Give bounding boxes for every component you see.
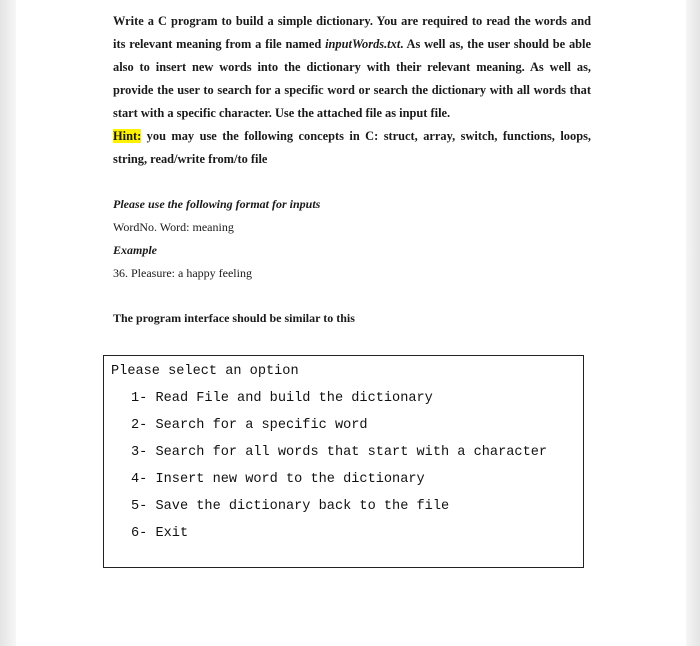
problem-statement [113, 10, 591, 125]
menu-option-read-file: 1- Read File and build the dictionary [131, 391, 433, 406]
example-value: 36. Pleasure: a happy feeling [113, 266, 252, 280]
hint-text: you may use the following concepts in C: struct, array, switch, functions, loops, string, read/write from/to file [113, 129, 591, 166]
input-filename: inputWords.txt [325, 37, 401, 51]
document-page [113, 10, 591, 330]
format-heading: Please use the following format for inputs [113, 197, 321, 211]
hint-paragraph [113, 125, 591, 171]
format-pattern: WordNo. Word: meaning [113, 220, 234, 234]
menu-option-search-character: 3- Search for all words that start with a character [131, 445, 548, 460]
hint-label: Hint: [113, 129, 142, 143]
example-label: Example [113, 243, 157, 257]
left-page-shadow [0, 0, 16, 646]
menu-prompt: Please select an option [111, 364, 299, 379]
menu-option-save-dictionary: 5- Save the dictionary back to the file [131, 499, 450, 514]
menu-option-search-word: 2- Search for a specific word [131, 418, 368, 433]
menu-option-exit: 6- Exit [131, 526, 189, 541]
menu-option-insert-word: 4- Insert new word to the dictionary [131, 472, 425, 487]
problem-intro-text: Write a C program to build a simple dictionary. You are required to read the words and its relevant meaning from a file named [113, 14, 591, 51]
program-interface-box [103, 355, 584, 568]
interface-heading: The program interface should be similar to this [113, 311, 355, 325]
problem-intro-continued: . As well as, the user should be able also to insert new words into the dictionary with their relevant meaning. As well as, provide the user to search for a specific word or search the dictionary with all words that start with a specific character. Use the attached file as input file. [113, 37, 591, 120]
right-page-shadow [686, 0, 700, 646]
